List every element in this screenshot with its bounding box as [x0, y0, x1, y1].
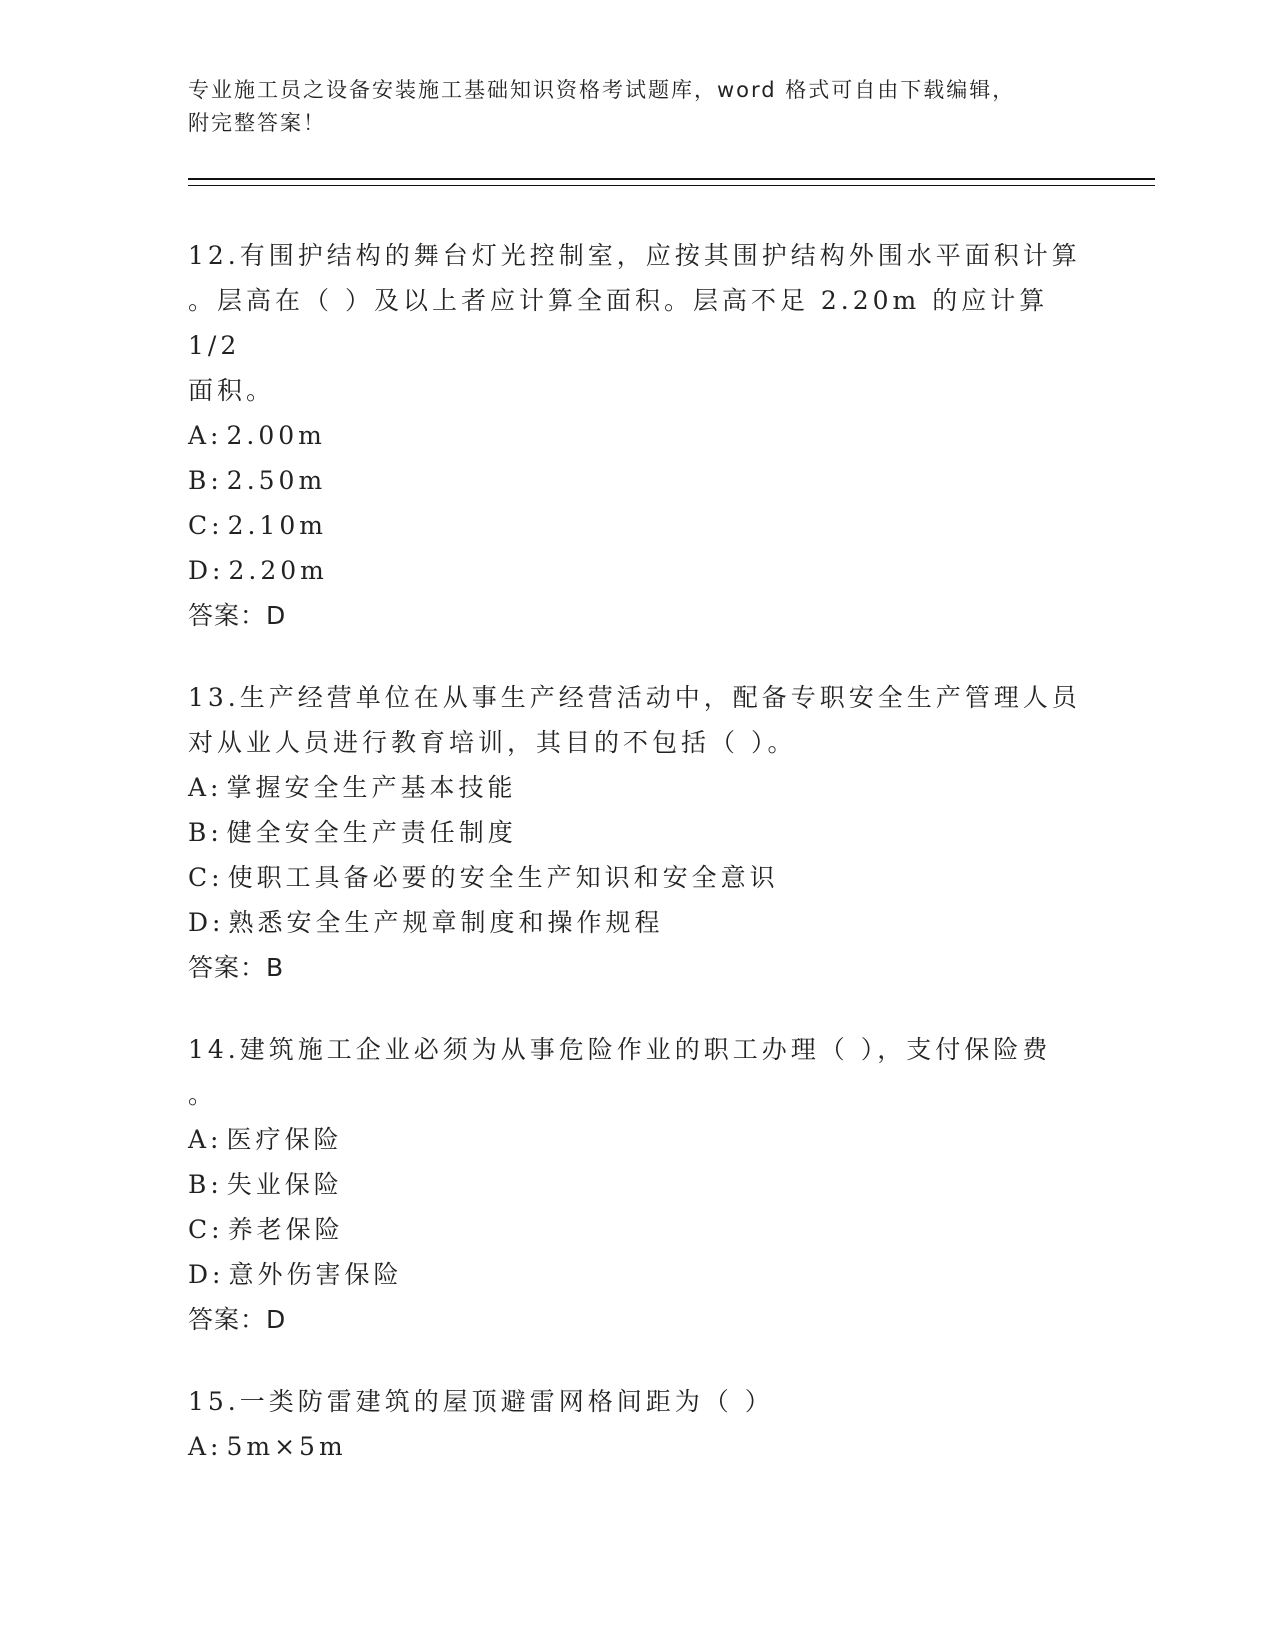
question-12	[188, 233, 1088, 638]
document-header	[188, 74, 1088, 140]
question-text-line: 15.一类防雷建筑的屋顶避雷网格间距为（ ）	[188, 1387, 774, 1416]
answer-label: 答案：D	[188, 601, 287, 630]
question-text-line: 。层高在（ ）及以上者应计算全面积。层高不足 2.20m 的应计算 1/2	[188, 286, 1049, 360]
option-b: B: 健全安全生产责任制度	[188, 818, 517, 847]
question-text-line: 14.建筑施工企业必须为从事危险作业的职工办理（ ），支付保险费	[188, 1035, 1052, 1064]
question-text-line: 面积。	[188, 376, 276, 405]
option-d: D: 熟悉安全生产规章制度和操作规程	[188, 908, 664, 937]
option-c: C: 使职工具备必要的安全生产知识和安全意识	[188, 863, 779, 892]
option-a: A: 5m×5m	[188, 1432, 347, 1461]
option-a: A: 掌握安全生产基本技能	[188, 773, 517, 802]
option-a: A: 2.00m	[188, 421, 326, 450]
question-13	[188, 675, 1088, 990]
option-a: A: 医疗保险	[188, 1125, 343, 1154]
answer-label: 答案：D	[188, 1305, 287, 1334]
answer-label: 答案：B	[188, 953, 285, 982]
header-divider	[188, 178, 1155, 186]
option-b: B: 2.50m	[188, 466, 327, 495]
option-d: D: 2.20m	[188, 556, 328, 585]
question-14	[188, 1027, 1088, 1342]
question-text-line: 12.有围护结构的舞台灯光控制室，应按其围护结构外围水平面积计算	[188, 241, 1081, 270]
header-title-line-2: 附完整答案！	[188, 111, 326, 135]
option-c: C: 2.10m	[188, 511, 327, 540]
question-list	[188, 233, 1088, 1506]
header-title-line-1: 专业施工员之设备安装施工基础知识资格考试题库，word 格式可自由下载编辑，	[188, 78, 1016, 102]
question-text-line: 。	[188, 1080, 218, 1109]
option-c: C: 养老保险	[188, 1215, 344, 1244]
option-d: D: 意外伤害保险	[188, 1260, 403, 1289]
option-b: B: 失业保险	[188, 1170, 343, 1199]
question-text-line: 13.生产经营单位在从事生产经营活动中，配备专职安全生产管理人员	[188, 683, 1081, 712]
question-15	[188, 1379, 1088, 1469]
question-text-line: 对从业人员进行教育培训，其目的不包括（ ）。	[188, 728, 797, 757]
